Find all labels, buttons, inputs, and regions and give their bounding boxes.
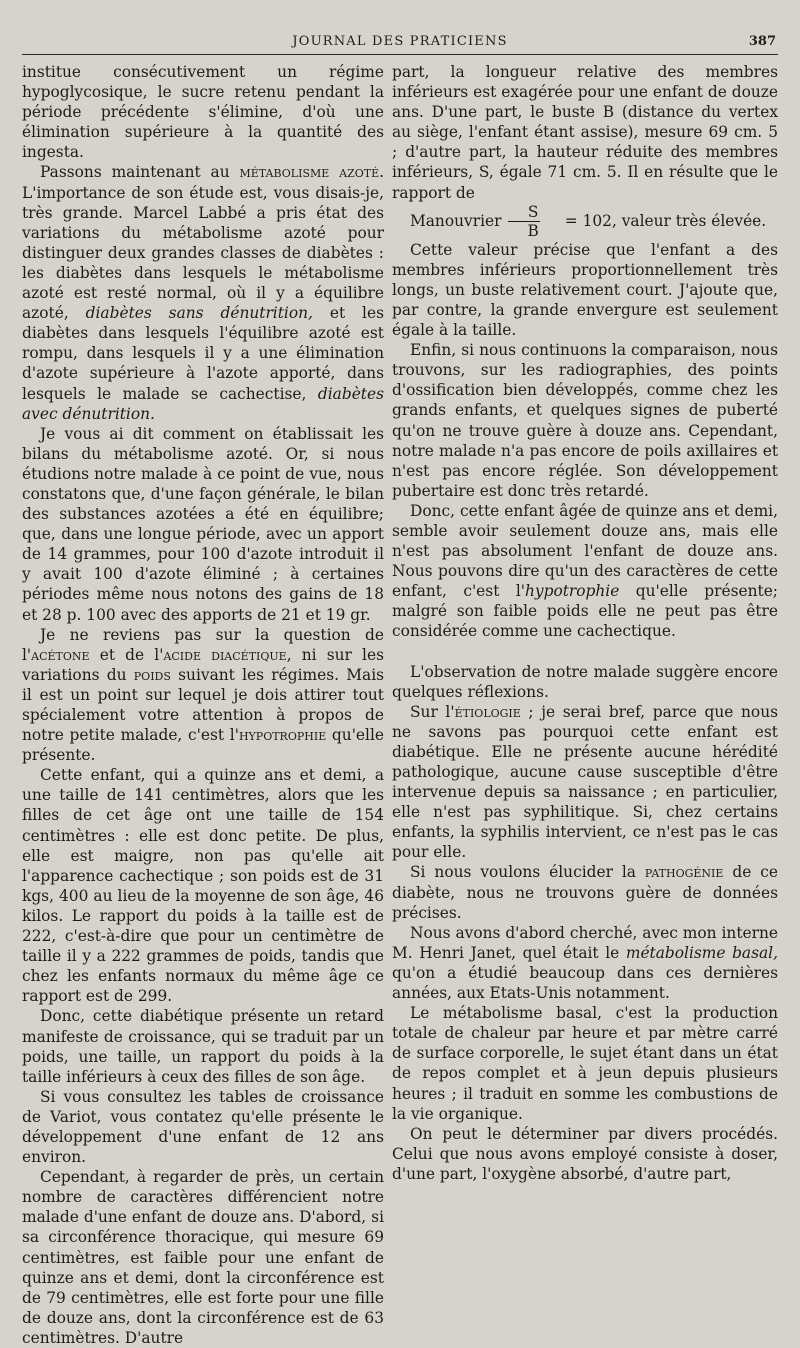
- section-keyword: acide diacétique,: [163, 645, 292, 664]
- paragraph: institue consécutivement un régime hypoglycosique, le sucre retenu pendant la période précédente s'élimine, d'où une élimination supérieure à la quantité des ingesta.: [22, 63, 384, 162]
- paragraph: Je vous ai dit comment on établissait les bilans du métabolisme azoté. Or, si nous étudions notre malade à ce point de vue, nous constatons que, d'une façon générale, le bilan des substances azotées a été en équilibre; que, dans une longue période, avec un apport de 14 grammes, pour 100 d'azote introduit il y avait 100 d'azote éliminé ; à certaines périodes même nous notons des gains de 18 et 28 p. 100 avec des apports de 21 et 19 gr.: [22, 424, 384, 624]
- paragraph: Donc, cette diabétique présente un retard manifeste de croissance, qui se traduit par un poids, une taille, un rapport du poids à la taille inférieurs à ceux des filles de son âge.: [22, 1007, 384, 1086]
- page-number: 387: [748, 34, 776, 49]
- paragraph: Cependant, à regarder de près, un certain nombre de caractères différencient notre malade d'une enfant de douze ans. D'abord, si sa circonférence thoracique, qui mesure 69 centimètres, est faible pour une enfant de quinze ans et demi, dont la circonférence est de 79 centimètres, elle est forte pour une fille de douze ans, dont la circonférence est de 63 centimètres. D'autre: [22, 1168, 384, 1347]
- emphasis: diabètes sans dénutrition,: [85, 304, 313, 323]
- paragraph: Cette enfant, qui a quinze ans et demi, a une taille de 141 centimètres, alors que les filles de cet âge ont une taille de 154 centimètres : elle est donc petite. De plus, elle est maigre, non pas qu'elle ait l'apparence cachectique ; son poids est de 31 kgs, 400 au lieu de la moyenne de son âge, 46 kilos. Le rapport du poids à la taille est de 222, c'est-à-dire que pour un centimètre de taille il y a 222 grammes de poids, tandis que chez les enfants normaux du même âge ce rapport est de 299.: [22, 766, 384, 1006]
- section-keyword: métabolisme azoté.: [239, 163, 385, 182]
- paragraph: Passons maintenant au métabolisme azoté. L'importance de son étude est, vous disais-je, très grande. Marcel Labbé a pris état des variations du métabolisme azoté pour distinguer deux grandes classes de diabètes : les diabètes dans lesquels le métabolisme azoté est resté normal, où il y a équilibre azoté, diabètes sans dénutrition, et les diabètes dans lesquels l'équilibre azoté est rompu, dans lesquels il y a une élimination d'azote supérieure à l'azote apporté, dans lesquels le malade se cachectise, diabètes avec dénutrition.: [22, 163, 385, 423]
- emphasis: diabètes avec dénutrition.: [22, 384, 384, 423]
- fraction-denominator: B: [527, 221, 539, 240]
- paragraph: Si nous voulons élucider la pathogénie de ce diabète, nous ne trouvons guère de données précises.: [392, 863, 778, 922]
- paragraph: Donc, cette enfant âgée de quinze ans et demi, semble avoir seulement douze ans, mais elle n'est pas absolument l'enfant de douze ans. Nous pouvons dire qu'un des caractères de cette enfant, c'est l'hypotrophie qu'elle présente; malgré son faible poids elle ne peut pas être considérée comme une cachectique.: [392, 501, 778, 641]
- fraction-numerator: S: [508, 203, 541, 222]
- paragraph: part, la longueur relative des membres inférieurs est exagérée pour une enfant de douze ans. D'une part, le buste B (distance du vertex au siège, l'enfant étant assise), mesure 69 cm. 5 ; d'autre part, la hauteur réduite des membres inférieurs, S, égale 71 cm. 5. Il en résulte que le rapport de: [392, 63, 778, 202]
- paragraph: On peut le déterminer par divers procédés. Celui que nous avons employé consiste à doser, d'une part, l'oxygène absorbé, d'autre part,: [392, 1124, 778, 1183]
- paragraph: Enfin, si nous continuons la comparaison, nous trouvons, sur les radiographies, des points d'ossification bien développés, comme chez les grands enfants, et quelques signes de puberté qu'on ne trouve guère à douze ans. Cependant, notre malade n'a pas encore de poils axillaires et n'est pas encore réglée. Son développement pubertaire est donc très retardé.: [392, 341, 778, 500]
- section-keyword: acétone: [31, 645, 90, 664]
- section-keyword: étiologie ;: [454, 702, 534, 721]
- left-column: [22, 62, 384, 1348]
- paragraph: L'observation de notre malade suggère encore quelques réflexions.: [392, 662, 778, 701]
- section-gap: [392, 642, 778, 662]
- section-keyword: poids: [133, 665, 171, 684]
- paragraph: Nous avons d'abord cherché, avec mon interne M. Henri Janet, quel était le métabolisme basal, qu'on a étudié beaucoup dans ces dernières années, aux Etats-Unis notamment.: [392, 923, 778, 1003]
- paragraph: Le métabolisme basal, c'est la production totale de chaleur par heure et par mètre carré de surface corporelle, le sujet étant dans un état de repos complet et à jeun depuis plusieurs heures ; il traduit en somme les combustions de la vie organique.: [392, 1004, 778, 1123]
- emphasis: métabolisme basal,: [625, 943, 778, 962]
- manouvrier-formula: Manouvrier $\frac{S}{B}$ = 102, valeur très élevée.: [410, 202, 767, 240]
- fraction: [507, 203, 540, 240]
- paragraph: Je ne reviens pas sur la question de l'acétone et de l'acide diacétique, ni sur les variations du poids suivant les régimes. Mais il est un point sur lequel je dois attirer tout spécialement votre attention à propos de notre petite malade, c'est l'hypotrophie qu'elle présente.: [22, 625, 385, 765]
- section-keyword: pathogénie: [644, 863, 724, 882]
- emphasis: hypotrophie: [524, 582, 620, 601]
- right-column: [392, 62, 778, 1184]
- section-keyword: hypotrophie: [238, 726, 327, 745]
- paragraph: Cette valeur précise que l'enfant a des membres inférieurs proportionnellement très longs, un buste relativement court. J'ajoute que, par contre, la grande envergure est seulement égale à la taille.: [392, 240, 778, 340]
- paragraph: Si vous consultez les tables de croissance de Variot, vous contatez qu'elle présente le développement d'une enfant de 12 ans environ.: [22, 1087, 384, 1167]
- journal-title: JOURNAL DES PRATICIENS: [292, 34, 508, 49]
- running-header: [22, 30, 778, 55]
- paragraph: Sur l'étiologie ; je serai bref, parce que nous ne savons pas pourquoi cette enfant est diabétique. Elle ne présente aucune hérédité pathologique, aucune cause susceptible d'être intervenue depuis sa naissance ; en particulier, elle n'est pas syphilitique. Si, chez certains enfants, la syphilis intervient, ce n'est pas le cas pour elle.: [392, 702, 779, 862]
